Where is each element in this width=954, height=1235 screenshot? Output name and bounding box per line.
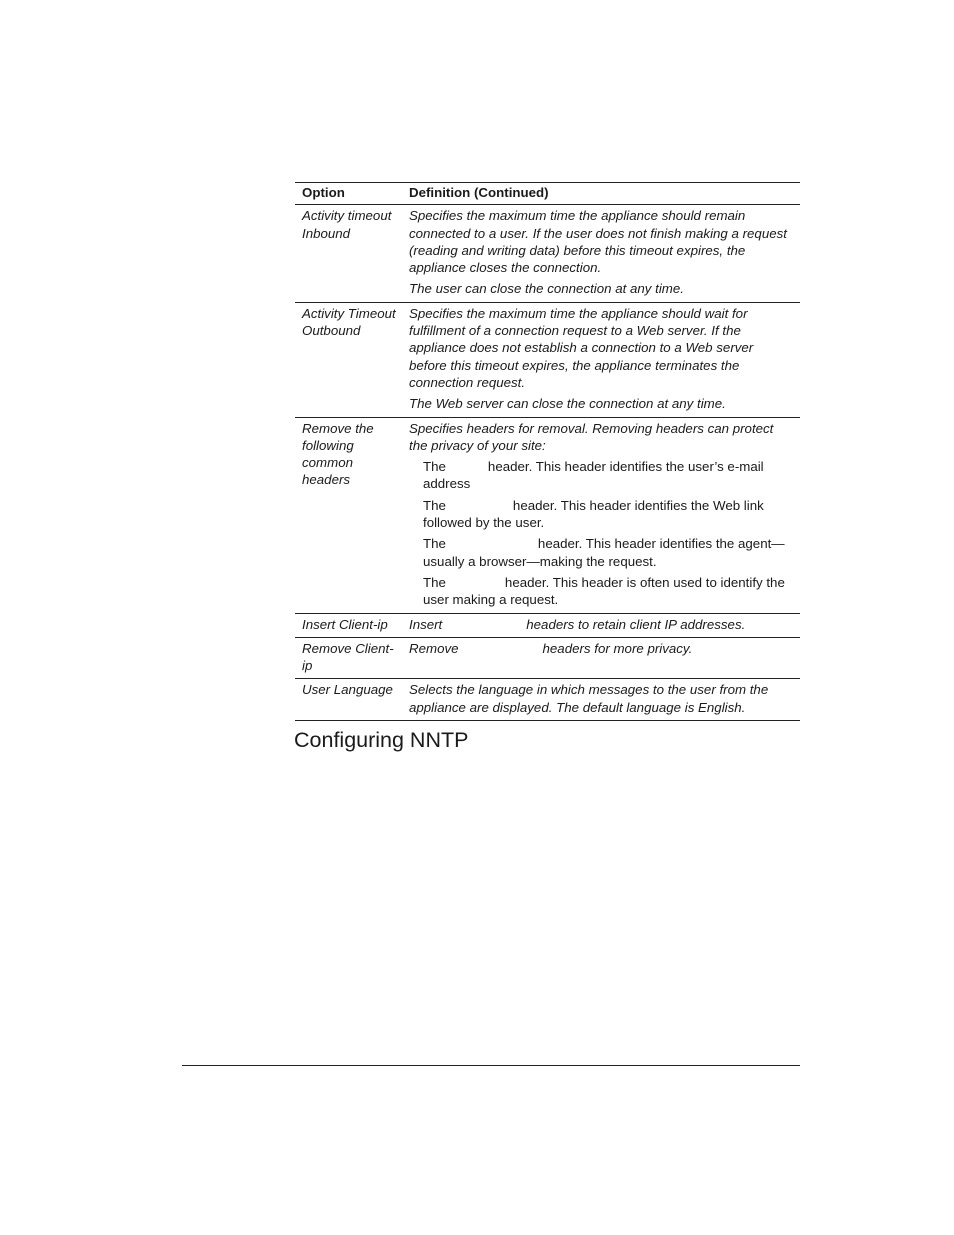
definition-lead: Insert — [409, 616, 443, 632]
option-cell: User Language — [295, 679, 402, 721]
definition-text: headers for more privacy. — [542, 640, 693, 656]
table-header-row — [295, 183, 800, 205]
header-list-item — [423, 574, 794, 609]
definition-text: Specifies the maximum time the appliance should remain connected to a user. If the user does not finish making a request (reading and writing data) before this timeout expires, the appliance closes the connection. — [409, 208, 787, 276]
header-definition: Definition (Continued) — [402, 183, 800, 205]
table-row — [295, 613, 800, 637]
definition-text: Selects the language in which messages to the user from the appliance are displayed. The default language is English. — [409, 682, 769, 715]
definition-note: The user can close the connection at any time. — [409, 281, 684, 297]
definition-lead: Remove — [409, 640, 459, 656]
bullet-lead: The — [423, 497, 446, 513]
option-cell: Activity timeout Inbound — [295, 205, 402, 302]
definition-cell — [402, 679, 800, 721]
table-row — [295, 302, 800, 417]
header-list-item — [423, 458, 794, 493]
definition-cell — [402, 417, 800, 613]
bullet-text: header. This header identifies the agent—usually a browser—making the request. — [423, 536, 785, 569]
definition-text: headers to retain client IP addresses. — [526, 616, 746, 632]
option-cell: Remove the following common headers — [295, 417, 402, 613]
footer-divider — [182, 1065, 800, 1066]
options-table — [295, 182, 800, 721]
table-row — [295, 679, 800, 721]
table-row — [295, 417, 800, 613]
bullet-lead: The — [423, 574, 446, 590]
header-list-item — [423, 535, 794, 570]
definition-note: The Web server can close the connection at any time. — [409, 396, 726, 412]
option-cell: Activity Timeout Outbound — [295, 302, 402, 417]
bullet-lead: The — [423, 459, 446, 475]
section-heading: Configuring NNTP — [294, 728, 469, 752]
definition-text: Specifies headers for removal. Removing headers can protect the privacy of your site: — [409, 420, 774, 453]
bullet-lead: The — [423, 536, 446, 552]
definition-cell — [402, 302, 800, 417]
table-row — [295, 637, 800, 679]
bullet-text: header. This header is often used to identify the user making a request. — [423, 574, 785, 608]
table-row — [295, 205, 800, 302]
header-list-item — [423, 497, 794, 532]
definition-text: Specifies the maximum time the appliance should wait for fulfillment of a connection request to a Web server. If the appliance does not establish a connection to a Web server before this timeout expires, the appliance terminates the connection request. — [409, 305, 754, 390]
definition-cell — [402, 205, 800, 302]
definition-cell — [402, 613, 800, 637]
definition-cell — [402, 637, 800, 679]
option-cell: Remove Client-ip — [295, 637, 402, 679]
header-option: Option — [295, 183, 402, 205]
bullet-text: header. This header identifies the Web link followed by the user. — [423, 497, 764, 531]
option-cell: Insert Client-ip — [295, 613, 402, 637]
bullet-text: header. This header identifies the user’s e-mail address — [423, 459, 764, 492]
